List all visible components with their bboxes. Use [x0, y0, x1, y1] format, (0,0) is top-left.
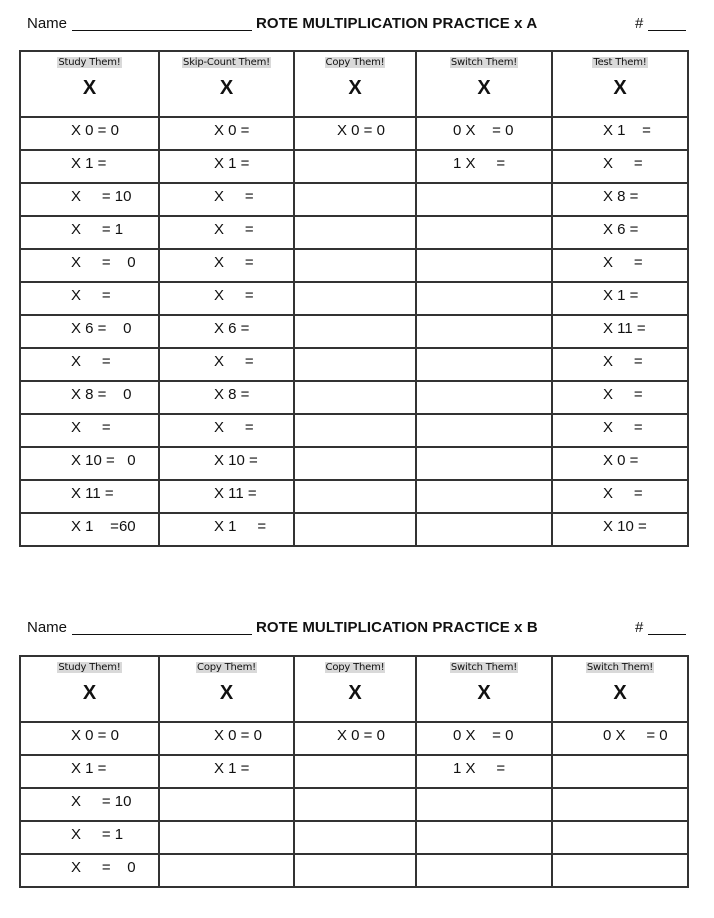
answer-cell[interactable]: [20, 183, 159, 216]
answer-cell[interactable]: [159, 788, 294, 821]
problem-text: X 6 =: [214, 320, 250, 337]
column-header: [20, 51, 159, 117]
problem-text: [417, 250, 551, 254]
problem-text: X = 0: [71, 859, 136, 876]
column-header: [294, 656, 416, 722]
answer-cell[interactable]: [294, 722, 416, 755]
problem-text: X 1 =: [214, 518, 267, 535]
answer-cell[interactable]: [20, 821, 159, 854]
column-header: [416, 656, 552, 722]
column-header-row: [20, 656, 688, 722]
problem-text: X =: [603, 419, 643, 436]
problem-text: [417, 349, 551, 353]
sheet-a-table: [19, 50, 689, 547]
answer-cell[interactable]: [20, 282, 159, 315]
table-row: [20, 282, 688, 315]
table-row: [20, 447, 688, 480]
table-row: [20, 513, 688, 546]
answer-cell[interactable]: [294, 755, 416, 788]
problem-text: X =: [214, 287, 254, 304]
problem-text: [553, 756, 687, 760]
column-multiplier: X: [477, 682, 491, 704]
answer-cell[interactable]: [20, 381, 159, 414]
answer-cell[interactable]: [294, 117, 416, 150]
problem-text: X 0 =: [214, 122, 250, 139]
answer-cell[interactable]: [552, 414, 688, 447]
name-field[interactable]: [72, 30, 252, 31]
sheet-b-header: [27, 619, 687, 641]
problem-text: X = 1: [71, 221, 124, 238]
column-multiplier: X: [348, 77, 362, 99]
table-row: [20, 755, 688, 788]
name-label: Name: [27, 619, 68, 636]
problem-text: X 1 =: [603, 287, 639, 304]
problem-text: [417, 217, 551, 221]
answer-cell[interactable]: [159, 183, 294, 216]
problem-text: [295, 448, 415, 452]
answer-cell[interactable]: [294, 249, 416, 282]
column-label: Switch Them!: [450, 57, 518, 68]
answer-cell[interactable]: [416, 821, 552, 854]
answer-cell[interactable]: [20, 788, 159, 821]
problem-text: X 11 =: [71, 485, 114, 502]
problem-text: [417, 514, 551, 518]
problem-text: [295, 789, 415, 793]
answer-cell[interactable]: [20, 414, 159, 447]
answer-cell[interactable]: [552, 381, 688, 414]
problem-text: X 0 = 0: [71, 727, 119, 744]
column-multiplier: X: [82, 682, 97, 704]
problem-text: [295, 481, 415, 485]
problem-text: X 6 = 0: [71, 320, 132, 337]
answer-cell[interactable]: [552, 755, 688, 788]
answer-cell[interactable]: [20, 150, 159, 183]
problem-text: 0 X = 0: [453, 122, 514, 139]
answer-cell[interactable]: [552, 315, 688, 348]
table-row: [20, 249, 688, 282]
problem-text: X 8 = 0: [71, 386, 132, 403]
answer-cell[interactable]: [159, 348, 294, 381]
answer-cell[interactable]: [20, 513, 159, 546]
problem-text: X 1 =: [71, 760, 107, 777]
answer-cell[interactable]: [159, 513, 294, 546]
answer-cell[interactable]: [552, 249, 688, 282]
answer-cell[interactable]: [416, 480, 552, 513]
answer-cell[interactable]: [416, 788, 552, 821]
answer-cell[interactable]: [159, 150, 294, 183]
problem-text: X =: [71, 353, 111, 370]
problem-text: [553, 789, 687, 793]
answer-cell[interactable]: [552, 854, 688, 887]
problem-text: X 10 =: [603, 518, 647, 535]
answer-cell[interactable]: [20, 249, 159, 282]
problem-text: [295, 415, 415, 419]
table-row: [20, 480, 688, 513]
answer-cell[interactable]: [294, 414, 416, 447]
answer-cell[interactable]: [159, 282, 294, 315]
answer-cell[interactable]: [20, 480, 159, 513]
answer-cell[interactable]: [416, 315, 552, 348]
problem-text: [417, 855, 551, 859]
problem-text: X 6 =: [603, 221, 639, 238]
table-row: [20, 854, 688, 887]
problem-text: X 1 =: [603, 122, 651, 139]
number-label: #: [635, 619, 644, 636]
problem-text: X =: [214, 353, 254, 370]
problem-text: X =: [603, 254, 643, 271]
answer-cell[interactable]: [416, 722, 552, 755]
problem-text: [295, 855, 415, 859]
answer-cell[interactable]: [20, 216, 159, 249]
column-multiplier: X: [219, 682, 234, 704]
answer-cell[interactable]: [416, 150, 552, 183]
problem-text: 0 X = 0: [453, 727, 514, 744]
answer-cell[interactable]: [20, 755, 159, 788]
answer-cell[interactable]: [159, 381, 294, 414]
problem-text: X = 10: [71, 188, 132, 205]
answer-cell[interactable]: [294, 513, 416, 546]
problem-text: X =: [214, 221, 254, 238]
column-header: [159, 656, 294, 722]
answer-cell[interactable]: [294, 788, 416, 821]
answer-cell[interactable]: [159, 414, 294, 447]
column-multiplier: X: [219, 77, 234, 99]
problem-text: [417, 415, 551, 419]
problem-text: X 8 =: [603, 188, 639, 205]
answer-cell[interactable]: [159, 117, 294, 150]
table-row: [20, 216, 688, 249]
problem-text: X =: [214, 419, 254, 436]
answer-cell[interactable]: [416, 348, 552, 381]
problem-text: [295, 217, 415, 221]
problem-text: [295, 283, 415, 287]
answer-cell[interactable]: [552, 216, 688, 249]
column-label: Study Them!: [58, 662, 121, 673]
problem-text: [295, 756, 415, 760]
column-header: [552, 51, 688, 117]
column-multiplier: X: [613, 77, 627, 99]
answer-cell[interactable]: [159, 854, 294, 887]
answer-cell[interactable]: [20, 447, 159, 480]
column-header: [552, 656, 688, 722]
answer-cell[interactable]: [159, 722, 294, 755]
name-field[interactable]: [72, 634, 252, 635]
number-label: #: [635, 15, 644, 32]
problem-text: X =: [71, 419, 111, 436]
problem-text: X 0 = 0: [214, 727, 262, 744]
answer-cell[interactable]: [159, 755, 294, 788]
problem-text: [417, 283, 551, 287]
column-label: Switch Them!: [450, 662, 518, 673]
answer-cell[interactable]: [159, 821, 294, 854]
problem-text: [417, 822, 551, 826]
column-label: Copy Them!: [325, 57, 385, 68]
answer-cell[interactable]: [416, 447, 552, 480]
problem-text: [417, 316, 551, 320]
problem-text: X =: [603, 353, 643, 370]
table-row: [20, 183, 688, 216]
name-label: Name: [27, 15, 68, 32]
answer-cell[interactable]: [20, 348, 159, 381]
answer-cell[interactable]: [416, 414, 552, 447]
answer-cell[interactable]: [159, 480, 294, 513]
problem-text: [295, 822, 415, 826]
column-label: Study Them!: [58, 57, 121, 68]
problem-text: 0 X = 0: [603, 727, 668, 744]
problem-text: X = 0: [71, 254, 136, 271]
table-row: [20, 117, 688, 150]
answer-cell[interactable]: [20, 722, 159, 755]
answer-cell[interactable]: [416, 381, 552, 414]
problem-text: X =: [603, 386, 643, 403]
sheet-b-table: [19, 655, 689, 888]
problem-text: [417, 184, 551, 188]
problem-text: X =: [603, 485, 643, 502]
answer-cell[interactable]: [552, 788, 688, 821]
table-row: [20, 150, 688, 183]
problem-text: X 10 =: [214, 452, 258, 469]
problem-text: X 0 = 0: [71, 122, 119, 139]
answer-cell[interactable]: [552, 821, 688, 854]
column-label: Copy Them!: [197, 662, 256, 673]
answer-cell[interactable]: [294, 381, 416, 414]
answer-cell[interactable]: [416, 282, 552, 315]
problem-text: [160, 855, 293, 859]
problem-text: X = 10: [71, 793, 132, 810]
answer-cell[interactable]: [552, 117, 688, 150]
problem-text: [295, 250, 415, 254]
table-row: [20, 722, 688, 755]
answer-cell[interactable]: [416, 513, 552, 546]
column-header: [20, 656, 159, 722]
answer-cell[interactable]: [416, 854, 552, 887]
problem-text: X 8 =: [214, 386, 250, 403]
column-multiplier: X: [477, 77, 491, 99]
answer-cell[interactable]: [294, 183, 416, 216]
answer-cell[interactable]: [552, 480, 688, 513]
problem-text: [295, 316, 415, 320]
answer-cell[interactable]: [294, 282, 416, 315]
problem-text: X 11 =: [214, 485, 257, 502]
answer-cell[interactable]: [159, 216, 294, 249]
answer-cell[interactable]: [416, 249, 552, 282]
table-row: [20, 381, 688, 414]
column-header-row: [20, 51, 688, 117]
answer-cell[interactable]: [294, 150, 416, 183]
problem-text: X 0 = 0: [337, 727, 385, 744]
column-header: [294, 51, 416, 117]
answer-cell[interactable]: [159, 447, 294, 480]
answer-cell[interactable]: [294, 480, 416, 513]
problem-text: [553, 822, 687, 826]
problem-text: X 1 =: [214, 155, 250, 172]
number-field[interactable]: [648, 634, 686, 635]
problem-text: [295, 151, 415, 155]
table-row: [20, 315, 688, 348]
answer-cell[interactable]: [294, 348, 416, 381]
column-multiplier: X: [348, 682, 362, 704]
problem-text: X =: [214, 254, 254, 271]
answer-cell[interactable]: [294, 216, 416, 249]
answer-cell[interactable]: [552, 513, 688, 546]
problem-text: X = 1: [71, 826, 124, 843]
table-row: [20, 821, 688, 854]
sheet-a-header: [27, 15, 687, 37]
worksheet-title: ROTE MULTIPLICATION PRACTICE x A: [256, 15, 538, 32]
answer-cell[interactable]: [416, 755, 552, 788]
problem-text: X 1 =: [214, 760, 250, 777]
answer-cell[interactable]: [20, 117, 159, 150]
column-label: Skip-Count Them!: [183, 57, 270, 68]
column-header: [159, 51, 294, 117]
answer-cell[interactable]: [294, 821, 416, 854]
table-row: [20, 348, 688, 381]
problem-text: 1 X =: [453, 155, 506, 172]
problem-text: [417, 481, 551, 485]
column-label: Switch Them!: [586, 662, 654, 673]
problem-text: [295, 184, 415, 188]
answer-cell[interactable]: [20, 315, 159, 348]
answer-cell[interactable]: [416, 183, 552, 216]
problem-text: [160, 789, 293, 793]
problem-text: X =: [71, 287, 111, 304]
column-label: Test Them!: [593, 57, 647, 68]
number-field[interactable]: [648, 30, 686, 31]
problem-text: [417, 448, 551, 452]
answer-cell[interactable]: [416, 216, 552, 249]
answer-cell[interactable]: [294, 315, 416, 348]
problem-text: 1 X =: [453, 760, 506, 777]
column-multiplier: X: [613, 682, 627, 704]
answer-cell[interactable]: [552, 183, 688, 216]
column-label: Copy Them!: [325, 662, 385, 673]
problem-text: [417, 789, 551, 793]
problem-text: [295, 382, 415, 386]
answer-cell[interactable]: [552, 150, 688, 183]
problem-text: X 1 =60: [71, 518, 136, 535]
answer-cell[interactable]: [159, 249, 294, 282]
table-row: [20, 414, 688, 447]
problem-text: [553, 855, 687, 859]
column-multiplier: X: [82, 77, 97, 99]
answer-cell[interactable]: [552, 722, 688, 755]
problem-text: [295, 349, 415, 353]
answer-cell[interactable]: [416, 117, 552, 150]
problem-text: X 10 = 0: [71, 452, 136, 469]
worksheet-title: ROTE MULTIPLICATION PRACTICE x B: [256, 619, 538, 636]
answer-cell[interactable]: [294, 854, 416, 887]
problem-text: X 1 =: [71, 155, 107, 172]
problem-text: X 0 = 0: [337, 122, 385, 139]
problem-text: X =: [603, 155, 643, 172]
problem-text: X 11 =: [603, 320, 646, 337]
problem-text: X 0 =: [603, 452, 639, 469]
answer-cell[interactable]: [20, 854, 159, 887]
answer-cell[interactable]: [552, 447, 688, 480]
problem-text: X =: [214, 188, 254, 205]
problem-text: [417, 382, 551, 386]
answer-cell[interactable]: [552, 348, 688, 381]
problem-text: [160, 822, 293, 826]
answer-cell[interactable]: [159, 315, 294, 348]
answer-cell[interactable]: [552, 282, 688, 315]
table-row: [20, 788, 688, 821]
column-header: [416, 51, 552, 117]
answer-cell[interactable]: [294, 447, 416, 480]
problem-text: [295, 514, 415, 518]
